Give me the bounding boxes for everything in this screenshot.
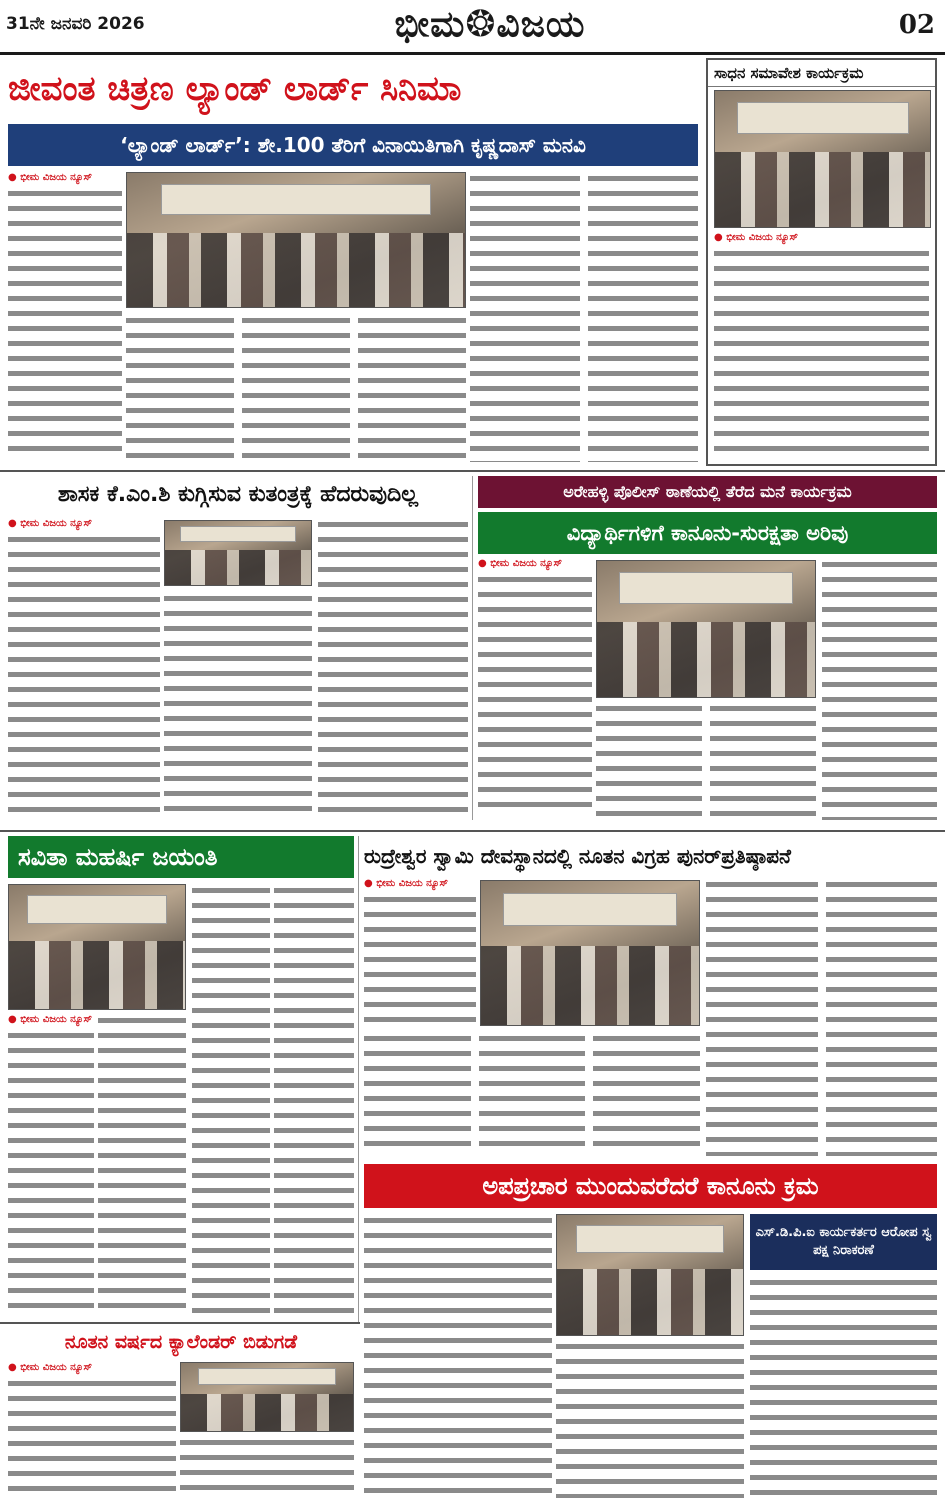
story6-body-columns-right — [706, 878, 937, 1156]
text-column — [593, 1032, 700, 1156]
story5-byline: ● ಭೀಮ ವಿಜಯ ನ್ಯೂಸ್ — [8, 1014, 93, 1025]
story3-col1 — [8, 518, 160, 820]
story2-body-text — [714, 247, 929, 457]
story3-body-text — [164, 592, 312, 820]
text-column — [710, 702, 816, 820]
story4-body-text — [822, 558, 937, 820]
story5-body-text — [192, 884, 270, 1314]
story4-col1 — [478, 558, 592, 820]
column-divider — [472, 476, 473, 820]
story3-headline: ಶಾಸಕ ಕೆ.ಎಂ.ಶಿ ಕುಗ್ಗಿಸುವ ಕುತಂತ್ರಕ್ಕೆ ಹೆದರುವುದಿಲ್ಲ — [57, 482, 419, 507]
story6-body-text — [364, 893, 476, 1025]
story2-body — [714, 232, 929, 460]
story9-body-text — [180, 1436, 354, 1498]
story3-body-text — [8, 533, 160, 817]
story4-headline: ವಿದ್ಯಾರ್ಥಿಗಳಿಗೆ ಕಾನೂನು-ಸುರಕ್ಷತಾ ಅರಿವು — [478, 512, 937, 554]
text-column — [826, 878, 938, 1156]
story8-headline: ಎಸ್.ಡಿ.ಪಿ.ಐ ಕಾರ್ಯಕರ್ತರ ಆರೋಪ ಸ್ವ ಪಕ್ಷ ನಿರಾಕರಣೆ — [750, 1214, 937, 1270]
story3-byline: ● ಭೀಮ ವಿಜಯ ನ್ಯೂಸ್ — [8, 518, 93, 529]
story4-photo — [596, 560, 816, 698]
text-column — [242, 314, 350, 462]
newspaper-title: ಭೀಮ❂ವಿಜಯ — [394, 4, 586, 45]
story2-headline: ಸಾಧನ ಸಮಾವೇಶ ಕಾರ್ಯಕ್ರಮ — [708, 60, 935, 87]
story9-headline: ನೂತನ ವರ್ಷದ ಕ್ಯಾಲೆಂಡರ್ ಬಿಡುಗಡೆ — [64, 1331, 298, 1353]
story2-byline: ● ಭೀಮ ವಿಜಯ ನ್ಯೂಸ್ — [714, 232, 799, 243]
story6-headline: ರುದ್ರೇಶ್ವರ ಸ್ವಾಮಿ ದೇವಸ್ಥಾನದಲ್ಲಿ ನೂತನ ವಿಗ್ರಹ ಪುನರ್‌ಪ್ರತಿಷ್ಠಾಪನೆ — [364, 844, 791, 868]
issue-date: 31ನೇ ಜನವರಿ 2026 — [6, 14, 145, 34]
column-divider — [358, 836, 359, 1324]
story7-body-text — [364, 1214, 552, 1498]
story3-photo — [164, 520, 312, 586]
story9-col1 — [8, 1362, 176, 1498]
story9-photo — [180, 1362, 354, 1432]
story1-body-columns-right — [470, 172, 698, 462]
story1-byline: ● ಭೀಮ ವಿಜಯ ನ್ಯೂಸ್ — [8, 172, 93, 183]
story5-photo — [8, 884, 186, 1010]
section-divider — [0, 470, 945, 472]
text-column — [588, 172, 698, 462]
story4-body-columns — [596, 702, 816, 820]
page-number: 02 — [898, 10, 935, 40]
story5-body-text — [274, 884, 354, 1314]
story1-body-columns — [126, 314, 466, 462]
text-column — [479, 1032, 586, 1156]
story1-body-text — [8, 187, 122, 457]
story1-subheadline: ‘ಲ್ಯಾಂಡ್ ಲಾರ್ಡ್’: ಶೇ.100 ತೆರಿಗೆ ವಿನಾಯಿತಿಗಾಗಿ ಕೃಷ್ಣದಾಸ್ ಮನವಿ — [8, 124, 698, 166]
text-column — [706, 878, 818, 1156]
story9-byline: ● ಭೀಮ ವಿಜಯ ನ್ಯೂಸ್ — [8, 1362, 93, 1373]
story5-col1 — [8, 1014, 94, 1314]
story3-body-text — [318, 518, 468, 820]
section-divider — [0, 1322, 360, 1324]
story6-byline: ● ಭೀಮ ವಿಜಯ ನ್ಯೂಸ್ — [364, 878, 449, 889]
story1-headline: ಜೀವಂತ ಚಿತ್ರಣ ಲ್ಯಾಂಡ್ ಲಾರ್ಡ್ ಸಿನಿಮಾ — [8, 69, 462, 109]
text-column — [596, 702, 702, 820]
story1-col1 — [8, 172, 122, 462]
story4-kicker: ಅರೇಹಳ್ಳಿ ಪೊಲೀಸ್ ಠಾಣೆಯಲ್ಲಿ ತೆರೆದ ಮನೆ ಕಾರ್ಯಕ್ರಮ — [478, 476, 937, 508]
text-column — [470, 172, 580, 462]
story5-body-text — [8, 1029, 94, 1311]
story7-headline: ಅಪಪ್ರಚಾರ ಮುಂದುವರೆದರೆ ಕಾನೂನು ಕ್ರಮ — [364, 1164, 937, 1208]
story5-body-text — [98, 1014, 186, 1314]
story1-photo — [126, 172, 466, 308]
section-divider — [0, 830, 945, 832]
masthead-rule — [0, 52, 945, 55]
story2-photo — [714, 90, 931, 228]
story2-box — [706, 58, 937, 466]
story4-body-text — [478, 573, 592, 817]
text-column — [126, 314, 234, 462]
story6-col1 — [364, 878, 476, 1028]
story9-body-text — [8, 1377, 176, 1495]
story7-photo — [556, 1214, 744, 1336]
story8-body-text — [750, 1276, 937, 1498]
story6-body-columns — [364, 1032, 700, 1156]
story4-byline: ● ಭೀಮ ವಿಜಯ ನ್ಯೂಸ್ — [478, 558, 563, 569]
story7-body-text — [556, 1340, 744, 1498]
text-column — [358, 314, 466, 462]
story5-headline: ಸವಿತಾ ಮಹರ್ಷಿ ಜಯಂತಿ — [8, 836, 354, 878]
story6-photo — [480, 880, 700, 1026]
text-column — [364, 1032, 471, 1156]
